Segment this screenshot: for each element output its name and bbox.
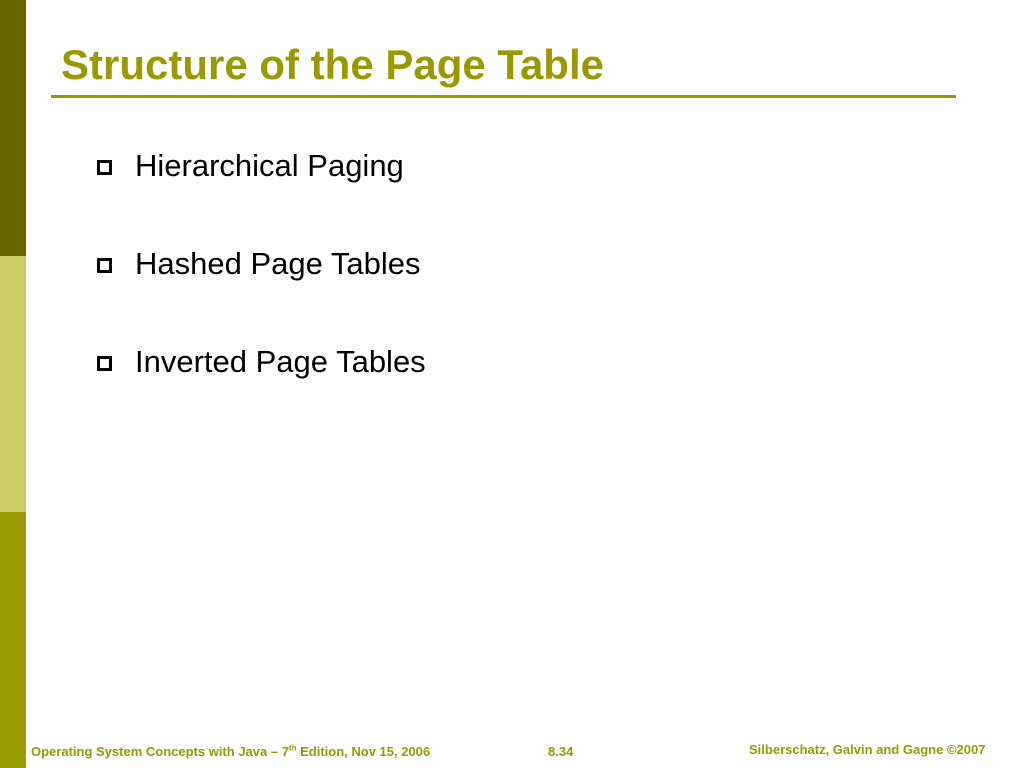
slide-title: Structure of the Page Table bbox=[61, 41, 604, 88]
square-bullet-icon bbox=[97, 356, 112, 371]
side-bar-middle bbox=[0, 256, 26, 512]
bullet-text: Hashed Page Tables bbox=[135, 246, 421, 281]
list-item bbox=[97, 339, 426, 437]
bullet-list bbox=[97, 143, 426, 437]
bullet-text: Hierarchical Paging bbox=[135, 148, 404, 183]
square-bullet-icon bbox=[97, 160, 112, 175]
title-underline bbox=[51, 95, 956, 98]
side-bar-bottom bbox=[0, 512, 26, 768]
footer-page-number: 8.34 bbox=[548, 744, 574, 759]
square-bullet-icon bbox=[97, 258, 112, 273]
footer-book-title-part1: Operating System Concepts with Java – 7 bbox=[31, 744, 289, 759]
footer-superscript: th bbox=[288, 743, 297, 753]
bullet-text: Inverted Page Tables bbox=[135, 344, 426, 379]
footer-book-title-part2: Edition, Nov 15, 2006 bbox=[296, 744, 431, 759]
list-item bbox=[97, 241, 426, 339]
side-bar-top bbox=[0, 0, 26, 256]
footer-copyright: Silberschatz, Galvin and Gagne ©2007 bbox=[749, 742, 986, 757]
list-item bbox=[97, 143, 426, 241]
footer-book-title bbox=[31, 744, 430, 760]
